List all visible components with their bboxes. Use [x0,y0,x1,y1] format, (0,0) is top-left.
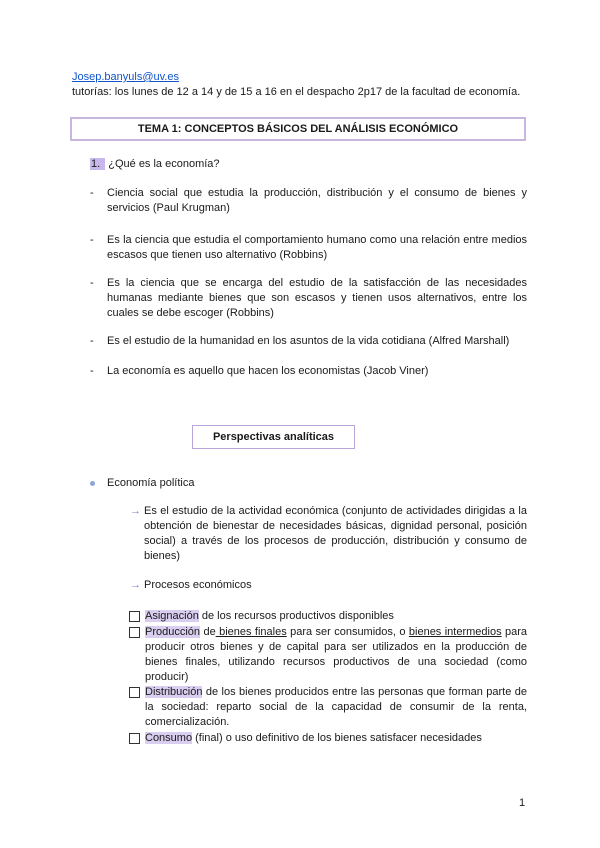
underlined-term: bienes intermedios [408,626,502,638]
question-heading [90,158,220,170]
arrow-text: Procesos económicos [144,579,252,591]
definition-text: Ciencia social que estudia la producción, distribución y el consumo de bienes y servicios (Paul Krugman) [107,187,527,214]
term-highlight: Producción [145,626,201,638]
bullet-text: Economía política [107,477,195,489]
page-number: 1 [519,797,526,809]
checklist-text [145,731,527,746]
arrow-text: Es el estudio de la actividad económica (conjunto de actividades dirigidas a la obtención de bienestar de necesidades básicas, dignidad personal, posición social) a través de los procesos de producción, distribución y consumo de bienes) [144,505,527,562]
definition-item [90,186,527,216]
dash-marker: - [90,234,94,246]
checklist-item-consumo [129,731,527,746]
question-text: ¿Qué es la economía? [108,158,220,170]
bullet-dot-icon [90,481,95,486]
checklist-rest: para producir otros bienes y de capital para ser utilizados en la producción de bienes finales, utilizando recursos productivos de una sociedad (como producir) [145,626,527,683]
checkbox-icon[interactable] [129,687,140,698]
checkbox-icon[interactable] [129,611,140,622]
definition-text: Es la ciencia que estudia el comportamiento humano como una relación entre medios escasos que tienen uso alternativo (Robbins) [107,234,527,261]
checklist-text [145,625,527,685]
dash-marker: - [90,277,94,289]
term-highlight: Asignación [145,610,199,622]
dash-marker: - [90,187,94,199]
definition-text: Es el estudio de la humanidad en los asuntos de la vida cotidiana (Alfred Marshall) [107,335,510,347]
checklist-text [145,685,527,730]
dash-marker: - [90,335,94,347]
checklist-item-produccion [129,625,527,685]
email-link[interactable]: Josep.banyuls@uv.es [72,71,179,83]
checklist-item-asignacion [129,609,527,624]
checklist-rest: de los recursos productivos disponibles [198,610,394,622]
underlined-term: bienes finales [215,626,287,638]
term-highlight: Consumo [145,732,193,744]
definition-text: Es la ciencia que se encarga del estudio de la satisfacción de las necesidades humanas mediante bienes que son escasos y tienen usos alternativos, entre los cuales se debe escoger (Robbins) [107,277,527,319]
dash-marker: - [90,365,94,377]
bullet-economia-politica [90,477,194,489]
page-title: TEMA 1: CONCEPTOS BÁSICOS DEL ANÁLISIS ECONÓMICO [137,123,459,135]
term-highlight: Distribución [145,686,203,698]
checkbox-icon[interactable] [129,627,140,638]
perspectivas-title: Perspectivas analíticas [212,431,335,443]
checklist-text [145,609,527,624]
checklist-item-distribucion [129,685,527,730]
definition-text: La economía es aquello que hacen los economistas (Jacob Viner) [107,365,429,377]
arrow-item [130,504,527,564]
arrow-right-icon: → [130,579,141,591]
definition-item [90,276,527,321]
checklist-rest: de los bienes producidos entre las personas que forman parte de la sociedad: reparto social de la capacidad de consumir de la renta, comercialización. [145,686,527,728]
checklist-rest: para ser consumidos, o [286,626,409,638]
arrow-right-icon: → [130,505,141,517]
title-box [70,117,526,141]
tutorias-text: tutorías: los lunes de 12 a 14 y de 15 a 16 en el despacho 2p17 de la facultad de economía. [72,86,521,98]
definition-item [90,334,527,349]
checklist-rest: de [200,626,216,638]
checklist-rest: (final) o uso definitivo de los bienes satisfacer necesidades [192,732,482,744]
checkbox-icon[interactable] [129,733,140,744]
perspectivas-box [192,425,355,449]
definition-item [90,233,527,263]
definition-item [90,364,527,379]
question-number: 1. [90,158,105,170]
arrow-item [130,578,527,593]
